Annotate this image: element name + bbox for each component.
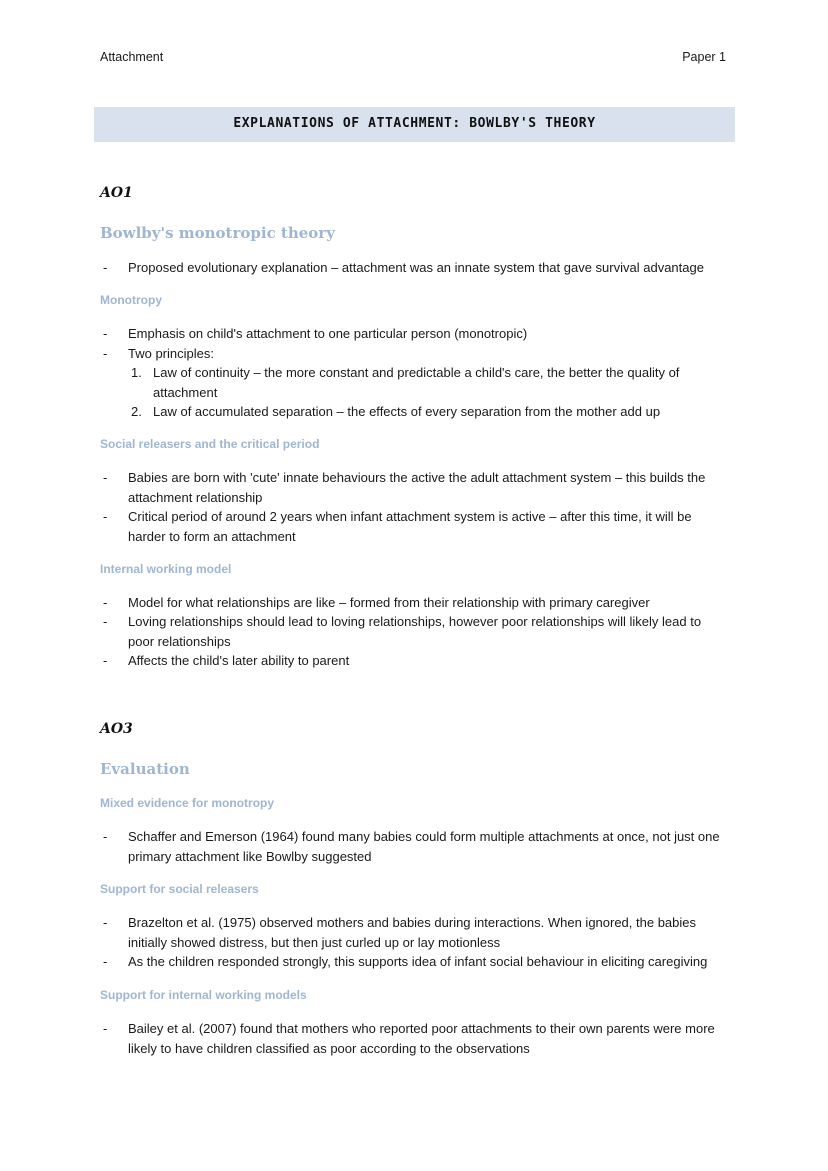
ao1-label: AO1 — [100, 185, 133, 201]
mixed-evidence-heading: Mixed evidence for monotropy — [100, 796, 275, 810]
numbered-item-text: Law of continuity – the more constant and predictable a child's care, the better the quality of attachment — [153, 365, 680, 400]
bullet-dash: - — [103, 470, 108, 485]
list-item-text: Proposed evolutionary explanation – attachment was an innate system that gave survival advantage — [128, 260, 704, 275]
bullet-dash: - — [103, 915, 108, 930]
list-item-text: As the children responded strongly, this supports idea of infant social behaviour in eliciting caregiving — [128, 954, 708, 969]
page-title: EXPLANATIONS OF ATTACHMENT: BOWLBY'S THEORY — [233, 116, 596, 131]
bullet-dash: - — [103, 1021, 108, 1036]
item-number: 2. — [131, 404, 142, 419]
bullet-dash: - — [103, 509, 108, 524]
bullet-dash: - — [103, 260, 108, 275]
list-item-text: Two principles: — [128, 346, 214, 361]
list-item-text: Brazelton et al. (1975) observed mothers and babies during interactions. When ignored, the babies initially showed distress, but then just curled up or lay motionless — [128, 915, 697, 950]
header-paper: Paper 1 — [682, 50, 726, 64]
bullet-dash: - — [103, 595, 108, 610]
monotropy-heading: Monotropy — [100, 293, 162, 307]
list-item-text: Critical period of around 2 years when infant attachment system is active – after this time, it will be harder to form an attachment — [128, 509, 692, 544]
list-item-text: Babies are born with 'cute' innate behaviours the active the adult attachment system – this builds the attachment relationship — [128, 470, 706, 505]
list-item-text: Affects the child's later ability to parent — [128, 653, 350, 668]
support-social-heading: Support for social releasers — [100, 882, 259, 896]
list-item-text: Schaffer and Emerson (1964) found many babies could form multiple attachments at once, not just one primary attachment like Bowlby suggested — [128, 829, 720, 864]
title-band — [94, 107, 735, 142]
list-item-text: Bailey et al. (2007) found that mothers who reported poor attachments to their own parents were more likely to have children classified as poor according to the observations — [128, 1021, 715, 1056]
bullet-dash: - — [103, 326, 108, 341]
bullet-dash: - — [103, 614, 108, 629]
page-header — [100, 50, 726, 68]
bullet-dash: - — [103, 653, 108, 668]
list-item-text: Loving relationships should lead to loving relationships, however poor relationships will likely lead to poor relationships — [128, 614, 702, 649]
support-iwm-heading: Support for internal working models — [100, 988, 307, 1002]
bullet-dash: - — [103, 829, 108, 844]
list-item-text: Emphasis on child's attachment to one particular person (monotropic) — [128, 326, 528, 341]
bullet-dash: - — [103, 346, 108, 361]
list-item-text: Model for what relationships are like – formed from their relationship with primary caregiver — [128, 595, 650, 610]
ao3-heading: Evaluation — [100, 760, 190, 778]
numbered-item-text: Law of accumulated separation – the effects of every separation from the mother add up — [153, 404, 661, 419]
ao3-label: AO3 — [100, 721, 133, 737]
header-topic: Attachment — [100, 50, 164, 64]
social-releasers-heading: Social releasers and the critical period — [100, 437, 320, 451]
ao1-heading: Bowlby's monotropic theory — [100, 224, 335, 242]
bullet-dash: - — [103, 954, 108, 969]
item-number: 1. — [131, 365, 142, 380]
iwm-heading: Internal working model — [100, 562, 232, 576]
